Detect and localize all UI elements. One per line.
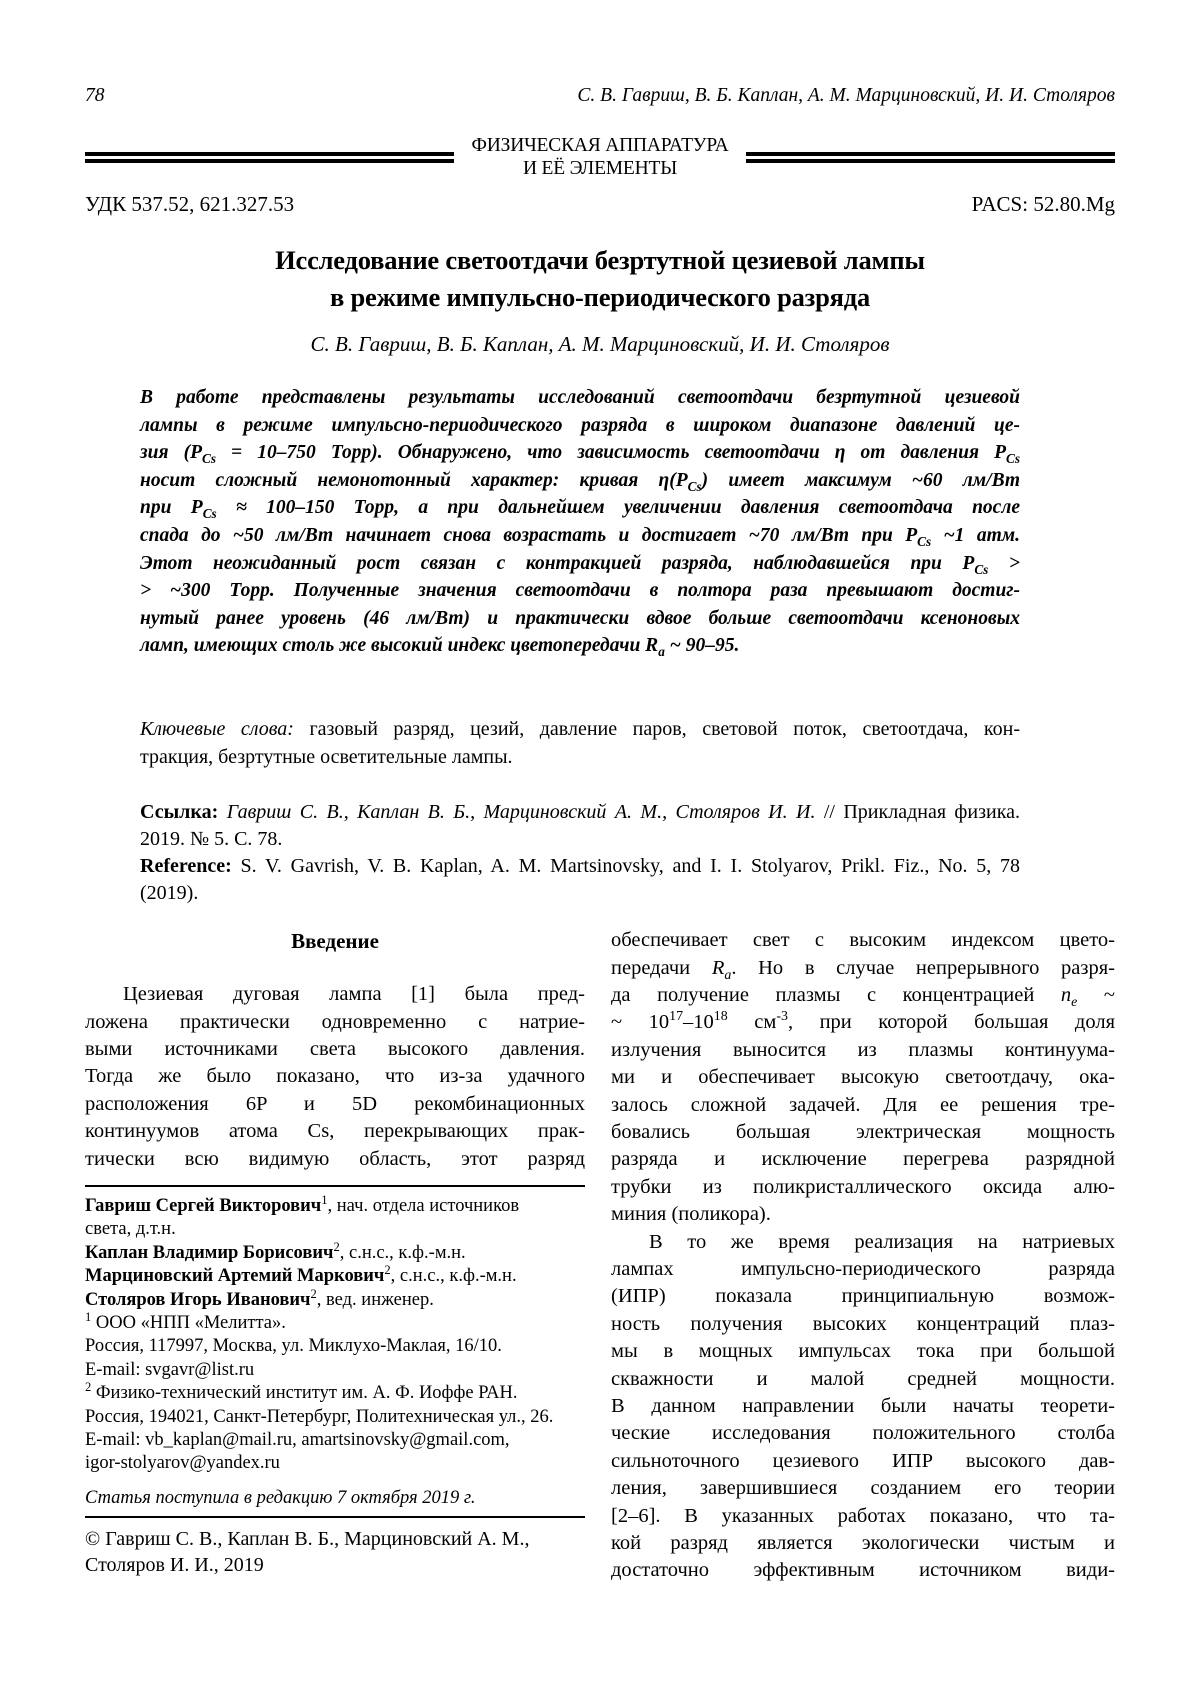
text-line: лампах импульсно-периодического разряда	[611, 1258, 1115, 1280]
right-column	[611, 927, 1115, 1585]
text-line: Тогда же было показано, что из-за удачного	[85, 1065, 585, 1088]
text-line: Каплан Владимир Борисович$^2$, с.н.с., к.ф.-м.н.	[85, 1239, 466, 1263]
abstract	[140, 384, 1020, 660]
text-line: $^1$ ООО «НПП «Мелитта».	[85, 1309, 286, 1333]
text-line: Столяров Игорь Иванович$^2$, вед. инженер.	[85, 1286, 434, 1310]
copyright-notice	[85, 1526, 585, 1578]
text-line: разряда и исключение перегрева разрядной	[611, 1148, 1115, 1171]
text-line: E-mail: svgavr@list.ru	[85, 1359, 255, 1380]
text-line: ~ $10^{17}-10^{18}$ $см^{-3}$, при которой большая доля	[611, 1009, 1116, 1034]
received-note: Статья поступила в редакцию 7 октября 2019 г.	[85, 1487, 476, 1508]
text-line: мы в мощных импульсах тока при большой	[611, 1340, 1115, 1363]
section-rule-right	[746, 152, 1115, 163]
text-line: > ~300 Торр. Полученные значения светоотдачи в полтора раза превышают достиг-	[140, 580, 1020, 602]
running-authors: С. В. Гавриш, В. Б. Каплан, А. М. Марциновский, И. И. Столяров	[577, 85, 1115, 106]
intro-heading: Введение	[291, 929, 379, 954]
author-footnotes	[85, 1192, 585, 1476]
text-line: E-mail: vb_kaplan@mail.ru, amartsinovsky@gmail.com,	[85, 1430, 510, 1451]
text-line: $^2$ Физико-технический институт им. А. Ф. Иоффе РАН.	[85, 1380, 518, 1404]
text-line: В то же время реализация на натриевых	[649, 1230, 1115, 1253]
text-line: выми источниками света высокого давления.	[85, 1037, 585, 1060]
two-column-body	[85, 927, 1115, 1585]
text-line: лампы в режиме импульсно-периодического разряда в широком диапазоне давлений це-	[140, 414, 1020, 436]
text-line: (2019).	[140, 882, 199, 905]
text-line: [2–6]. В указанных работах показано, что та-	[611, 1504, 1115, 1527]
text-line: да получение плазмы с концентрацией $n_e$ ~	[611, 983, 1116, 1011]
text-line: света, д.т.н.	[85, 1219, 176, 1240]
text-line: континуумов атома Cs, перекрывающих прак-	[85, 1120, 585, 1143]
text-line: Столяров И. И., 2019	[85, 1553, 264, 1576]
text-line: тически всю видимую область, этот разряд	[85, 1147, 585, 1170]
text-line: Цезиевая дуговая лампа [1] была пред-	[123, 983, 585, 1006]
text-line: достаточно эффективным источником види-	[611, 1559, 1115, 1582]
text-line: Гавриш Сергей Викторович$^1$, нач. отдела источников	[85, 1192, 520, 1216]
text-line: трубки из поликристаллического оксида алю-	[611, 1175, 1115, 1198]
text-line: Марциновский Артемий Маркович$^2$, с.н.с., к.ф.-м.н.	[85, 1263, 517, 1287]
udc-code: УДК 537.52, 621.327.53	[85, 192, 295, 216]
right-paragraph-1	[611, 927, 1115, 1228]
copyright-rule	[85, 1516, 585, 1518]
left-column	[85, 927, 585, 1585]
text-line: излучения выносится из плазмы континуума-	[611, 1038, 1115, 1061]
text-line: Россия, 194021, Санкт-Петербург, Политехническая ул., 26.	[85, 1406, 554, 1427]
text-line: © Гавриш С. В., Каплан В. Б., Марциновский А. М.,	[85, 1527, 530, 1550]
text-line: Этот неожиданный рост связан с контракцией разряда, наблюдавшейся при $P_{Cs}$ >	[140, 552, 1020, 577]
text-line: расположения 6P и 5D рекомбинационных	[85, 1092, 585, 1115]
text-line: кой разряд является экологически чистым и	[611, 1532, 1115, 1555]
intro-paragraph	[85, 981, 585, 1173]
text-line: ламп, имеющих столь же высокий индекс цветопередачи $R_a$ ~ 90–95.	[140, 635, 740, 660]
article-authors: С. В. Гавриш, В. Б. Каплан, А. М. Марциновский, И. И. Столяров	[310, 332, 890, 356]
text-line: Исследование светоотдачи безртутной цезиевой лампы	[275, 245, 925, 275]
footnote-separator	[85, 1185, 585, 1187]
text-line: Reference: S. V. Gavrish, V. B. Kaplan, A. M. Martsinovsky, and I. I. Stolyarov, Prikl. Fiz., No. 5, 78	[140, 855, 1020, 878]
text-line: носит сложный немонотонный характер: кривая $\eta(P_{Cs})$ имеет максимум ~60 лм/Вт	[140, 469, 1020, 494]
running-header	[85, 84, 1115, 108]
text-line: тракция, безртутные осветительные лампы.	[140, 745, 513, 768]
text-line: Ключевые слова: газовый разряд, цезий, давление паров, световой поток, светоотдача, кон-	[140, 717, 1020, 740]
page-number: 78	[85, 85, 105, 106]
article-title	[85, 242, 1115, 316]
text-line: Россия, 117997, Москва, ул. Миклухо-Маклая, 16/10.	[85, 1336, 502, 1357]
text-line: ность получения высоких концентраций плаз-	[611, 1312, 1115, 1335]
text-line: залось сложной задачей. Для ее решения тре-	[611, 1093, 1115, 1116]
text-line: ложена практически одновременно с натрие-	[85, 1010, 585, 1033]
text-line: передачи $R_a$. Но в случае непрерывного разря-	[611, 956, 1116, 983]
section-title	[472, 134, 729, 180]
section-banner	[85, 134, 1115, 180]
text-line: (ИПР) показала принципиальную возмож-	[611, 1285, 1115, 1308]
text-line: зия ($P_{Cs} = 10-750$ Торр). Обнаружено, что зависимость светоотдачи η от давления $P_{Cs}$	[140, 442, 1021, 467]
text-line: спада до ~50 лм/Вт начинает снова возрастать и достигает ~70 лм/Вт при $P_{Cs}$ ~1 атм.	[140, 524, 1020, 549]
pacs-code: PACS: 52.80.Mg	[971, 192, 1115, 216]
text-line: ления, завершившиеся созданием его теории	[611, 1477, 1115, 1500]
text-line: бовались большая электрическая мощность	[611, 1120, 1115, 1143]
text-line: 2019. № 5. С. 78.	[140, 828, 283, 851]
keywords	[140, 716, 1020, 771]
right-paragraph-2	[611, 1229, 1115, 1585]
text-line: в режиме импульсно-периодического разряда	[329, 282, 871, 312]
text-line: В работе представлены результаты исследований светоотдачи безртутной цезиевой	[140, 387, 1020, 408]
text-line: нутый ранее уровень (46 лм/Вт) и практически вдвое больше светоотдачи ксеноновых	[140, 607, 1020, 629]
classification-row	[85, 190, 1115, 218]
citation-block	[140, 799, 1020, 907]
text-line: Ссылка: Гавриш С. В., Каплан В. Б., Марциновский А. М., Столяров И. И. // Прикладная физика.	[140, 801, 1020, 824]
text-line: обеспечивает свет с высоким индексом цвето-	[611, 929, 1115, 952]
text-line: сильноточного цезиевого ИПР высокого дав-	[611, 1449, 1115, 1472]
text-line: ми и обеспечивает высокую светоотдачу, ока-	[611, 1066, 1115, 1089]
text-line: скважности и малой средней мощности.	[611, 1367, 1115, 1390]
text-line: миния (поликора).	[611, 1203, 771, 1226]
section-rule-left	[85, 152, 454, 163]
text-line: при $P_{Cs} \approx 100-150$ Торр, а при дальнейшем увеличении давления светоотдача после	[140, 497, 1020, 522]
text-line: igor-stolyarov@yandex.ru	[85, 1453, 280, 1474]
text-line: ческие исследования положительного столба	[611, 1422, 1115, 1445]
section-title-line2: И ЕЁ ЭЛЕМЕНТЫ	[522, 158, 678, 179]
text-line: В данном направлении были начаты теорети-	[611, 1395, 1115, 1418]
section-title-line1: ФИЗИЧЕСКАЯ АППАРАТУРА	[471, 135, 729, 156]
